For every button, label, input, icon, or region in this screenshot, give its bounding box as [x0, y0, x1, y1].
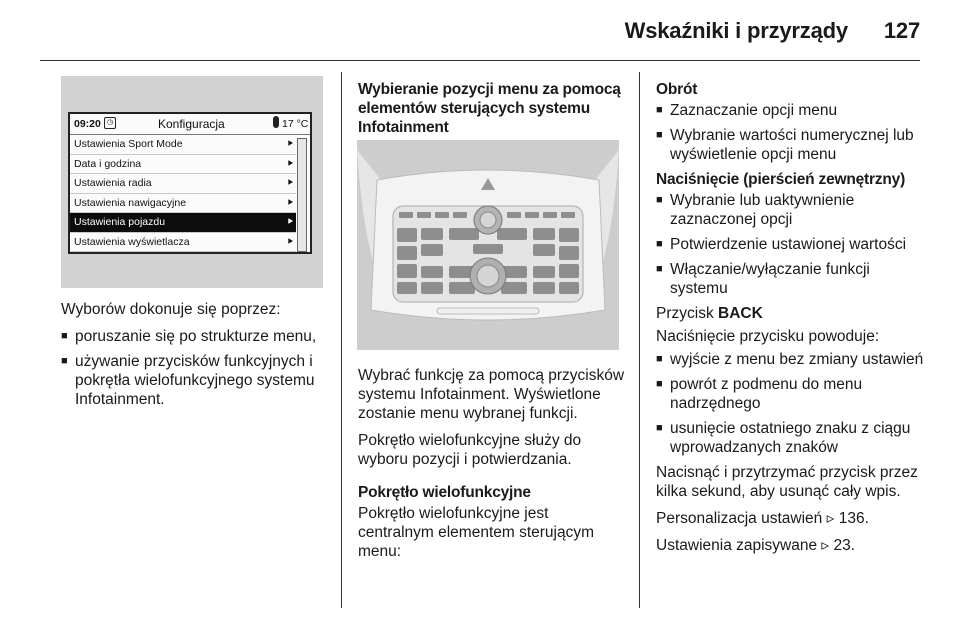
chevron-right-icon: ⯈ [286, 139, 294, 150]
menu-item-vehicle[interactable]: Ustawienia pojazdu ⯈ [70, 213, 296, 233]
personalization-ref[interactable]: Personalizacja ustawień ▹ 136. [656, 510, 869, 527]
middle-heading-block [358, 80, 628, 139]
control-panel-illustration [357, 140, 619, 350]
header-title: Wskaźniki i przyrządy [624, 18, 848, 43]
list-item: ■ powrót z podmenu do menu nadrzędnego [656, 375, 926, 413]
clock-icon: ◷ [104, 117, 116, 129]
left-bullet-list [61, 327, 331, 409]
page-header [625, 18, 920, 44]
menu-item-sport-mode[interactable]: Ustawienia Sport Mode ⯈ [70, 135, 296, 155]
reference-arrow-icon: ▹ [826, 510, 835, 527]
press-heading: Naciśnięcie (pierścień zewnętrzny) [656, 171, 906, 188]
rotate-list [656, 101, 926, 164]
list-item: ■ Wybranie lub uaktywnienie zaznaczonej opcji [656, 191, 926, 229]
hold-text: Nacisnąć i przytrzymać przycisk przez kilka sekund, aby usunąć cały wpis. [656, 464, 918, 500]
left-column [61, 300, 331, 415]
screen-time: 09:20 [74, 118, 101, 130]
back-intro-text: Naciśnięcie przycisku powoduje: [656, 328, 880, 345]
list-item: ■ Potwierdzenie ustawionej wartości [656, 235, 926, 254]
list-item: ■ Zaznaczanie opcji menu [656, 101, 926, 120]
screen-menu-list [70, 135, 310, 252]
display-illustration [61, 76, 323, 288]
control-panel-drawing [357, 140, 619, 350]
middle-column-text [358, 366, 628, 569]
instruction-text: Wybrać funkcję za pomocą przycisków systemu Infotainment. Wyświetlone zostanie menu wybranej funkcji. [358, 367, 625, 422]
screen-temperature: 17 °C [282, 118, 309, 130]
chevron-right-icon: ⯈ [286, 197, 294, 209]
page-number: 127 [883, 18, 920, 43]
back-button-label: Przycisk BACK [656, 305, 763, 322]
menu-item-display[interactable]: Ustawienia wyświetlacza ⯈ [70, 233, 296, 253]
menu-item-date-time[interactable]: Data i godzina ⯈ [70, 155, 296, 175]
press-list [656, 191, 926, 298]
section-heading: Wybieranie pozycji menu za pomocą elementów sterujących systemu Infotainment [358, 81, 621, 136]
list-item: ■ Wybranie wartości numerycznej lub wyświetlenie opcji menu [656, 126, 926, 164]
knob-purpose-text: Pokrętło wielofunkcyjne służy do wyboru pozycji i potwierdzania. [358, 432, 582, 468]
intro-text: Wyborów dokonuje się poprzez: [61, 301, 281, 318]
rotate-heading: Obrót [656, 81, 698, 98]
chevron-right-icon: ⯈ [286, 158, 294, 170]
saved-settings-ref[interactable]: Ustawienia zapisywane ▹ 23. [656, 537, 856, 554]
list-item: ■ poruszanie się po strukturze menu, [61, 327, 331, 346]
list-item: ■ usunięcie ostatniego znaku z ciągu wprowadzanych znaków [656, 419, 926, 457]
menu-item-navigation[interactable]: Ustawienia nawigacyjne ⯈ [70, 194, 296, 214]
column-divider-2 [639, 72, 640, 608]
right-column [656, 80, 926, 563]
chevron-right-icon: ⯈ [286, 178, 294, 189]
config-screen [68, 112, 312, 254]
back-key-name: BACK [718, 305, 763, 322]
reference-arrow-icon: ▹ [821, 537, 830, 554]
header-rule [40, 60, 920, 61]
chevron-right-icon: ⯈ [286, 217, 294, 228]
chevron-right-icon: ⯈ [286, 236, 294, 248]
knob-description-text: Pokrętło wielofunkcyjne jest centralnym elementem sterującym menu: [358, 505, 595, 560]
menu-item-radio[interactable]: Ustawienia radia ⯈ [70, 174, 296, 194]
screen-scrollbar[interactable] [297, 138, 307, 252]
column-divider-1 [341, 72, 342, 608]
list-item: ■ używanie przycisków funkcyjnych i pokrętła wielofunkcyjnego systemu Infotainment. [61, 352, 331, 409]
subsection-heading: Pokrętło wielofunkcyjne [358, 484, 531, 501]
screen-status-bar [70, 114, 310, 135]
back-list [656, 350, 926, 457]
list-item: ■ Włączanie/wyłączanie funkcji systemu [656, 260, 926, 298]
list-item: ■ wyjście z menu bez zmiany ustawień [656, 350, 926, 369]
thermometer-icon [273, 116, 279, 128]
screen-title: Konfiguracja [158, 117, 225, 131]
